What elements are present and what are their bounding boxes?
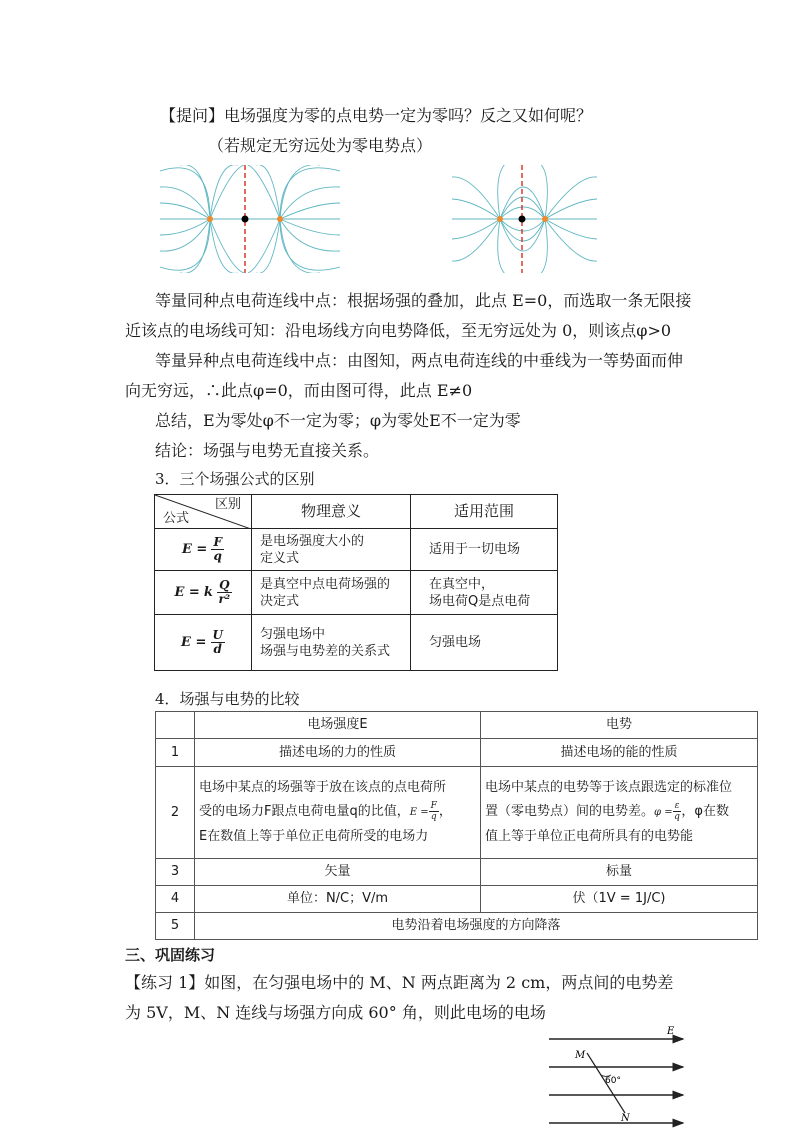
merged-cell: 电势沿着电场强度的方向降落 bbox=[195, 913, 758, 940]
paragraph-6: 结论：场强与电势无直接关系。 bbox=[155, 441, 380, 460]
uniform-field-figure bbox=[545, 1025, 690, 1132]
midpoint-dot bbox=[242, 216, 249, 223]
exercise-tag: 【练习 1】 bbox=[125, 973, 205, 992]
paragraph-5: 总结，E为零处φ不一定为零；φ为零处E不一定为零 bbox=[155, 411, 521, 430]
paragraph-3: 等量异种点电荷连线中点：由图知，两点电荷连线的中垂线为一等势面而伸 bbox=[155, 351, 684, 370]
paragraph-1: 等量同种点电荷连线中点：根据场强的叠加，此点 E=0，而选取一条无限接 bbox=[155, 291, 692, 310]
potential-cell: 伏（1V = 1J/C) bbox=[481, 886, 758, 913]
formula-row-1 bbox=[155, 529, 558, 571]
row-number: 4 bbox=[156, 886, 195, 913]
range-cell: 匀强电场 bbox=[411, 615, 558, 671]
question-text: 电场强度为零的点电势一定为零吗？反之又如何呢？ bbox=[224, 106, 593, 125]
midpoint-dot-2 bbox=[519, 216, 526, 223]
charge-negative bbox=[542, 216, 548, 222]
formula-row-2 bbox=[155, 571, 558, 615]
paragraph-2: 近该点的电场线可知：沿电场线方向电势降低，至无穷远处为 0，则该点φ>0 bbox=[125, 321, 672, 340]
formula-cell: E = $\frac{F}{q}$ bbox=[155, 529, 252, 571]
formula-row-3 bbox=[155, 615, 558, 671]
field-cell: 单位：N/C；V/m bbox=[195, 886, 481, 913]
exercise-line-2: 为 5V，M、N 连线与场强方向成 60° 角，则此电场的电场 bbox=[125, 1003, 546, 1022]
meaning-cell: 是真空中点电荷场强的 决定式 bbox=[252, 571, 411, 615]
header-formula: 公式 bbox=[163, 511, 190, 526]
section3-title: 3．三个场强公式的区别 bbox=[155, 470, 315, 488]
unlike-charges-field-figure bbox=[452, 165, 597, 273]
diagonal-header-cell bbox=[155, 495, 252, 529]
charge-right bbox=[277, 216, 283, 222]
meaning-cell: 是电场强度大小的 定义式 bbox=[252, 529, 411, 571]
row-number: 3 bbox=[156, 859, 195, 886]
exercise-line-1 bbox=[125, 972, 673, 994]
field-cell: 描述电场的力的性质 bbox=[195, 739, 481, 767]
label-angle: 60° bbox=[605, 1076, 621, 1086]
label-M: M bbox=[575, 1050, 586, 1061]
row-number: 1 bbox=[156, 739, 195, 767]
paragraph-4: 向无穷远，∴此点φ=0，而由图可得，此点 E≠0 bbox=[125, 381, 473, 400]
section4-title: 4．场强与电势的比较 bbox=[155, 690, 300, 708]
question-line bbox=[160, 105, 592, 127]
header-diff: 区别 bbox=[214, 497, 241, 512]
header-range: 适用范围 bbox=[411, 495, 558, 529]
potential-cell: 标量 bbox=[481, 859, 758, 886]
comparison-row-2 bbox=[156, 767, 758, 859]
comparison-row-3 bbox=[156, 859, 758, 886]
formula-cell: E = k $\frac{Q}{\text{r²}}$ bbox=[155, 571, 252, 615]
field-cell: 电场中某点的场强等于放在该点的点电荷所 受的电场力F跟点电荷电量q的比值，E = $\frac{F}{q}$ ， E在数值上等于单位正电荷所受的电场力 bbox=[195, 767, 481, 859]
potential-cell: 描述电场的能的性质 bbox=[481, 739, 758, 767]
practice-heading: 三、巩固练习 bbox=[125, 946, 216, 964]
question-tag: 【提问】 bbox=[160, 106, 225, 125]
comparison-row-1 bbox=[156, 739, 758, 767]
range-cell: 适用于一切电场 bbox=[411, 529, 558, 571]
comparison-row-5 bbox=[156, 913, 758, 940]
meaning-cell: 匀强电场中 场强与电势差的关系式 bbox=[252, 615, 411, 671]
col-header-field: 电场强度E bbox=[195, 712, 481, 739]
like-charges-field-figure bbox=[160, 165, 340, 273]
formula-cell: E = $\frac{U}{d}$ bbox=[155, 615, 252, 671]
formula-table bbox=[154, 494, 558, 671]
row-number: 2 bbox=[156, 767, 195, 859]
comparison-table bbox=[155, 711, 758, 940]
col-header-potential: 电势 bbox=[481, 712, 758, 739]
label-E: E bbox=[667, 1026, 675, 1037]
label-N: N bbox=[621, 1113, 630, 1124]
field-cell: 矢量 bbox=[195, 859, 481, 886]
corner-cell bbox=[156, 712, 195, 739]
charge-left bbox=[207, 216, 213, 222]
row-number: 5 bbox=[156, 913, 195, 940]
header-meaning: 物理意义 bbox=[252, 495, 411, 529]
question-note: （若规定无穷远处为零电势点） bbox=[208, 136, 433, 155]
range-cell: 在真空中， 场电荷Q是点电荷 bbox=[411, 571, 558, 615]
comparison-row-4 bbox=[156, 886, 758, 913]
exercise-text-1: 如图，在匀强电场中的 M、N 两点距离为 2 cm，两点间的电势差 bbox=[204, 973, 674, 992]
charge-positive bbox=[497, 216, 503, 222]
potential-cell: 电场中某点的电势等于该点跟选定的标准位 置（零电势点）间的电势差。φ = $\frac{\varepsilon}{q}$ ，φ在数 值上等于单位正电荷所具有的电势能 bbox=[481, 767, 758, 859]
